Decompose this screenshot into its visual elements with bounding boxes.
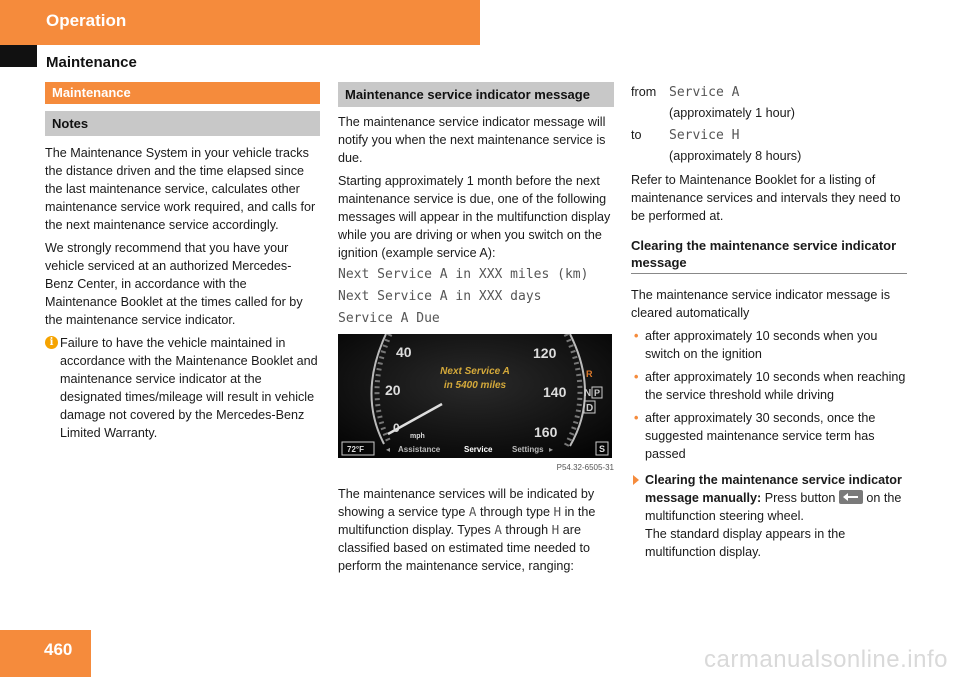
action-press: Press button	[761, 491, 839, 505]
info-text: Failure to have the vehicle maintained in accordance with the Maintenance Booklet and maintenance service indicator at the designated times/mileage will result in vehicle damage not covered by the Mercedes-Benz Limited Warranty.	[60, 336, 318, 440]
list-item: • after approximately 10 seconds when reaching the service threshold while driving	[631, 368, 907, 404]
back-button-icon	[839, 490, 863, 504]
from-note: (approximately 1 hour)	[669, 106, 795, 120]
left-arrow-icon: ◂	[386, 445, 391, 454]
gauge-label-0: 0	[393, 421, 400, 435]
page-number: 460	[44, 640, 73, 659]
service-type-h-2: H	[551, 522, 560, 537]
cleared-paragraph: The maintenance service indicator message is cleared automatically	[631, 288, 890, 320]
intro-paragraph: The Maintenance System in your vehicle tracks the distance driven and the time elapsed since the last maintenance service, calculates other maintenance service work required, and calls for the next maintenance service accordingly.	[45, 146, 316, 232]
mph-label: mph	[410, 433, 425, 440]
list-item: • after approximately 30 seconds, once the suggested maintenance service term has passed	[631, 409, 907, 463]
gear-r: R	[586, 369, 593, 379]
notes-heading: Notes	[45, 111, 320, 136]
manual-clear-step	[631, 471, 907, 561]
service-type-a: A	[468, 504, 477, 519]
to-note: (approximately 8 hours)	[669, 149, 802, 163]
action-after: on the multifunction steering wheel.	[645, 491, 902, 523]
indicator-heading: Maintenance service indicator message	[338, 82, 614, 107]
page-title: Maintenance	[46, 54, 137, 71]
service-types-paragraph	[338, 485, 614, 575]
service-types-text-5: are classified based on estimated time needed to perform the maintenance service, ranging:	[338, 523, 591, 573]
service-type-h: H	[553, 504, 562, 519]
cluster-svg	[338, 334, 612, 458]
info-note	[45, 334, 320, 442]
starting-paragraph: Starting approximately 1 month before the next maintenance service is due, one of the following messages will appear in the multifunction display while you are driving or when you switch on the ignition (example service A):	[338, 174, 611, 260]
service-type-a-2: A	[494, 522, 502, 537]
refer-paragraph: Refer to Maintenance Booklet for a listing of maintenance services and intervals they need to be performed at.	[631, 173, 901, 223]
range-to	[631, 125, 907, 147]
section-title: Operation	[46, 11, 127, 30]
service-types-text-1: The maintenance services will be indicated by showing a service type	[338, 487, 595, 519]
from-value: Service A	[669, 85, 740, 100]
from-label: from	[631, 85, 657, 99]
notify-paragraph: The maintenance service indicator message will notify you when the next maintenance service is due.	[338, 115, 606, 165]
service-types-text-3: in the multifunction display. Types	[338, 505, 596, 537]
message-example-1: Next Service A in XXX miles (km)	[338, 267, 589, 282]
menu-service: Service	[464, 445, 493, 454]
gauge-label-140: 140	[543, 384, 567, 400]
action-result: The standard display appears in the multifunction display.	[645, 527, 846, 559]
info-icon: i	[45, 336, 58, 349]
clearing-subheading: Clearing the maintenance service indicator message	[631, 237, 907, 274]
to-value: Service H	[669, 128, 740, 143]
image-caption: P54.32-6505-31	[556, 463, 614, 472]
service-types-text-2: through type	[476, 505, 554, 519]
gauge-label-120: 120	[533, 345, 557, 361]
instrument-cluster-image	[338, 334, 612, 458]
range-from	[631, 82, 907, 104]
s-badge: S	[599, 444, 606, 454]
service-message-line-2: in 5400 miles	[443, 380, 507, 391]
menu-assistance: Assistance	[398, 445, 441, 454]
column-middle	[338, 82, 614, 580]
to-label: to	[631, 128, 642, 142]
watermark: carmanualsonline.info	[704, 646, 948, 673]
column-right	[631, 82, 907, 561]
right-arrow-icon: ▸	[549, 445, 554, 454]
column-left	[45, 82, 320, 442]
maintenance-heading: Maintenance	[45, 82, 320, 104]
gauge-label-40: 40	[396, 344, 412, 360]
gear-d: D	[586, 403, 594, 414]
message-example-2: Next Service A in XXX days	[338, 289, 542, 304]
list-item: • after approximately 10 seconds when you switch on the ignition	[631, 327, 907, 363]
service-message-line-1: Next Service A	[440, 366, 510, 377]
gear-p: P	[594, 388, 601, 398]
menu-settings: Settings	[512, 445, 544, 454]
service-types-text-4: through	[501, 523, 552, 537]
gauge-label-20: 20	[385, 382, 401, 398]
recommend-paragraph: We strongly recommend that you have your vehicle serviced at an authorized Mercedes-Benz Center, in accordance with the Maintenance Booklet at the times called for by the maintenance service indicator.	[45, 241, 303, 327]
gauge-label-160: 160	[534, 424, 558, 440]
temperature: 72°F	[347, 445, 364, 454]
message-example-3: Service A Due	[338, 311, 440, 326]
action-title: Clearing the maintenance service indicator message manually:	[645, 473, 902, 505]
gear-n: N	[584, 388, 592, 399]
header-marker	[0, 45, 37, 67]
